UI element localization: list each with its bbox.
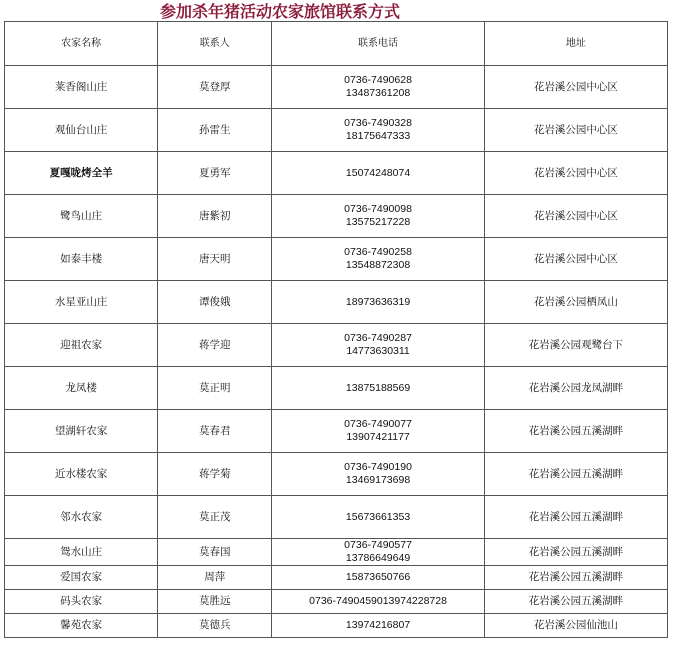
phone-number: 0736-7490190 — [344, 461, 412, 473]
cell-phone — [272, 281, 484, 324]
cell-address: 花岩溪公园五溪湖畔 — [484, 410, 667, 453]
cell-address: 花岩溪公园观鹭台下 — [484, 324, 667, 367]
cell-address: 花岩溪公园仙池山 — [484, 614, 667, 638]
cell-address: 花岩溪公园五溪湖畔 — [484, 590, 667, 614]
cell-phone — [272, 453, 484, 496]
cell-farm-name: 馨苑农家 — [5, 614, 158, 638]
table-row — [5, 539, 668, 566]
phone-number: 15673661353 — [345, 510, 411, 523]
cell-contact-person: 莫胜远 — [158, 590, 272, 614]
phone-number: 13575217228 — [345, 216, 411, 228]
table-row — [5, 566, 668, 590]
cell-contact-person: 莫德兵 — [158, 614, 272, 638]
cell-phone — [272, 566, 484, 590]
cell-address: 花岩溪公园栖凤山 — [484, 281, 667, 324]
table-row — [5, 453, 668, 496]
cell-farm-name: 鸳水山庄 — [5, 539, 158, 566]
column-header-address: 地址 — [484, 22, 667, 66]
cell-farm-name: 如泰丰楼 — [5, 238, 158, 281]
table-row — [5, 410, 668, 453]
cell-contact-person: 莫春国 — [158, 539, 272, 566]
cell-address: 花岩溪公园中心区 — [484, 152, 667, 195]
cell-farm-name: 观仙台山庄 — [5, 109, 158, 152]
cell-phone — [272, 238, 484, 281]
column-header-contact: 联系人 — [158, 22, 272, 66]
table-row — [5, 324, 668, 367]
cell-contact-person: 周萍 — [158, 566, 272, 590]
table-row — [5, 195, 668, 238]
cell-phone — [272, 109, 484, 152]
table-row — [5, 367, 668, 410]
cell-phone — [272, 324, 484, 367]
phone-number: 15074248074 — [345, 166, 411, 179]
cell-phone — [272, 66, 484, 109]
column-header-phone: 联系电话 — [272, 22, 484, 66]
cell-contact-person: 夏勇军 — [158, 152, 272, 195]
cell-farm-name: 夏嘎咙烤全羊 — [5, 152, 158, 195]
page-title: 参加杀年猪活动农家旅馆联系方式 — [159, 2, 400, 21]
phone-number: 13974216807 — [345, 619, 411, 631]
phone-number: 13487361208 — [345, 87, 411, 99]
column-header-name: 农家名称 — [5, 22, 158, 66]
cell-farm-name: 码头农家 — [5, 590, 158, 614]
table-row — [5, 614, 668, 638]
cell-address: 花岩溪公园五溪湖畔 — [484, 496, 667, 539]
cell-phone — [272, 152, 484, 195]
table-row — [5, 590, 668, 614]
phone-number: 0736-7490287 — [344, 332, 412, 344]
phone-number: 14773630311 — [346, 345, 410, 357]
cell-farm-name: 水星亚山庄 — [5, 281, 158, 324]
phone-number: 13907421177 — [346, 431, 410, 443]
phone-number: 18175647333 — [345, 130, 411, 142]
cell-farm-name: 鹭鸟山庄 — [5, 195, 158, 238]
table-row — [5, 66, 668, 109]
cell-farm-name: 望湖轩农家 — [5, 410, 158, 453]
cell-address: 花岩溪公园中心区 — [484, 109, 667, 152]
phone-number: 0736-7490258 — [344, 246, 412, 258]
cell-farm-name: 爱国农家 — [5, 566, 158, 590]
table-row — [5, 109, 668, 152]
cell-contact-person: 唐紫初 — [158, 195, 272, 238]
cell-contact-person: 莫登厚 — [158, 66, 272, 109]
contact-table — [4, 21, 668, 638]
phone-number: 0736-7490077 — [344, 418, 412, 430]
cell-contact-person: 唐天明 — [158, 238, 272, 281]
phone-number: 0736-7490459013974228728 — [309, 595, 447, 607]
cell-farm-name: 邻水农家 — [5, 496, 158, 539]
cell-contact-person: 谭俊娥 — [158, 281, 272, 324]
phone-number: 13469173698 — [345, 474, 411, 486]
table-row — [5, 281, 668, 324]
cell-phone — [272, 590, 484, 614]
cell-address: 花岩溪公园五溪湖畔 — [484, 566, 667, 590]
table-row — [5, 152, 668, 195]
cell-farm-name: 莱香阁山庄 — [5, 66, 158, 109]
phone-number: 13875188569 — [345, 381, 411, 394]
cell-contact-person: 莫正明 — [158, 367, 272, 410]
cell-address: 花岩溪公园五溪湖畔 — [484, 453, 667, 496]
phone-number: 13548872308 — [345, 259, 411, 271]
cell-farm-name: 龙凤楼 — [5, 367, 158, 410]
cell-phone — [272, 614, 484, 638]
phone-number: 0736-7490328 — [344, 117, 412, 129]
cell-address: 花岩溪公园中心区 — [484, 195, 667, 238]
cell-farm-name: 迎祖农家 — [5, 324, 158, 367]
cell-phone — [272, 539, 484, 566]
cell-phone — [272, 367, 484, 410]
cell-contact-person: 蒋学迎 — [158, 324, 272, 367]
cell-phone — [272, 410, 484, 453]
cell-address: 花岩溪公园中心区 — [484, 238, 667, 281]
phone-number: 0736-7490577 — [344, 539, 412, 551]
table-row — [5, 238, 668, 281]
table-header-row — [5, 22, 668, 66]
cell-contact-person: 孙雷生 — [158, 109, 272, 152]
cell-contact-person: 莫春君 — [158, 410, 272, 453]
cell-address: 花岩溪公园五溪湖畔 — [484, 539, 667, 566]
cell-farm-name: 近水楼农家 — [5, 453, 158, 496]
phone-number: 18973636319 — [345, 295, 411, 308]
cell-contact-person: 蒋学菊 — [158, 453, 272, 496]
table-row — [5, 496, 668, 539]
cell-contact-person: 莫正茂 — [158, 496, 272, 539]
cell-phone — [272, 496, 484, 539]
phone-number: 13786649649 — [345, 552, 411, 564]
cell-address: 花岩溪公园龙凤湖畔 — [484, 367, 667, 410]
phone-number: 15873650766 — [345, 571, 411, 583]
cell-phone — [272, 195, 484, 238]
cell-address: 花岩溪公园中心区 — [484, 66, 667, 109]
phone-number: 0736-7490628 — [344, 74, 412, 86]
phone-number: 0736-7490098 — [344, 203, 412, 215]
